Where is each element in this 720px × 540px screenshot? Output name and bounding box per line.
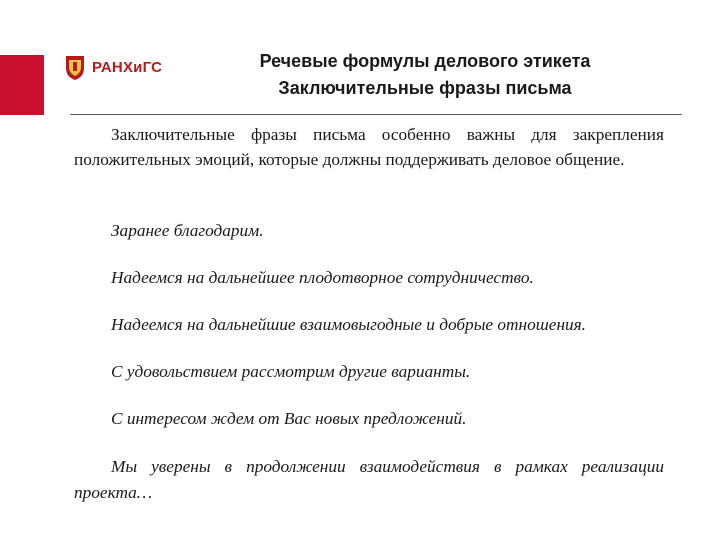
phrase-item: Надеемся на дальнейшее плодотворное сотрудничество. — [111, 268, 534, 287]
phrase-item: С интересом ждем от Вас новых предложений. — [111, 409, 467, 428]
header-divider — [70, 114, 682, 115]
slide-title — [200, 48, 650, 102]
ranepa-logo — [64, 52, 162, 82]
phrase-item: Мы уверены в продолжении взаимодействия в рамках реализации проекта… — [74, 457, 664, 502]
phrase-item: Надеемся на дальнейшие взаимовыгодные и добрые отношения. — [111, 315, 587, 334]
accent-bar — [0, 55, 44, 115]
phrase-item: Заранее благодарим. — [111, 221, 264, 240]
title-line-2: Заключительные фразы письма — [278, 78, 572, 98]
title-line-1: Речевые формулы делового этикета — [259, 51, 591, 71]
intro-paragraph: Заключительные фразы письма особенно важны для закрепления положительных эмоций, которые должны поддерживать деловое общение. — [74, 125, 664, 169]
logo-text: РАНХиГС — [92, 58, 163, 76]
emblem-icon — [64, 53, 86, 81]
phrase-item: С удовольствием рассмотрим другие варианты. — [111, 362, 471, 381]
